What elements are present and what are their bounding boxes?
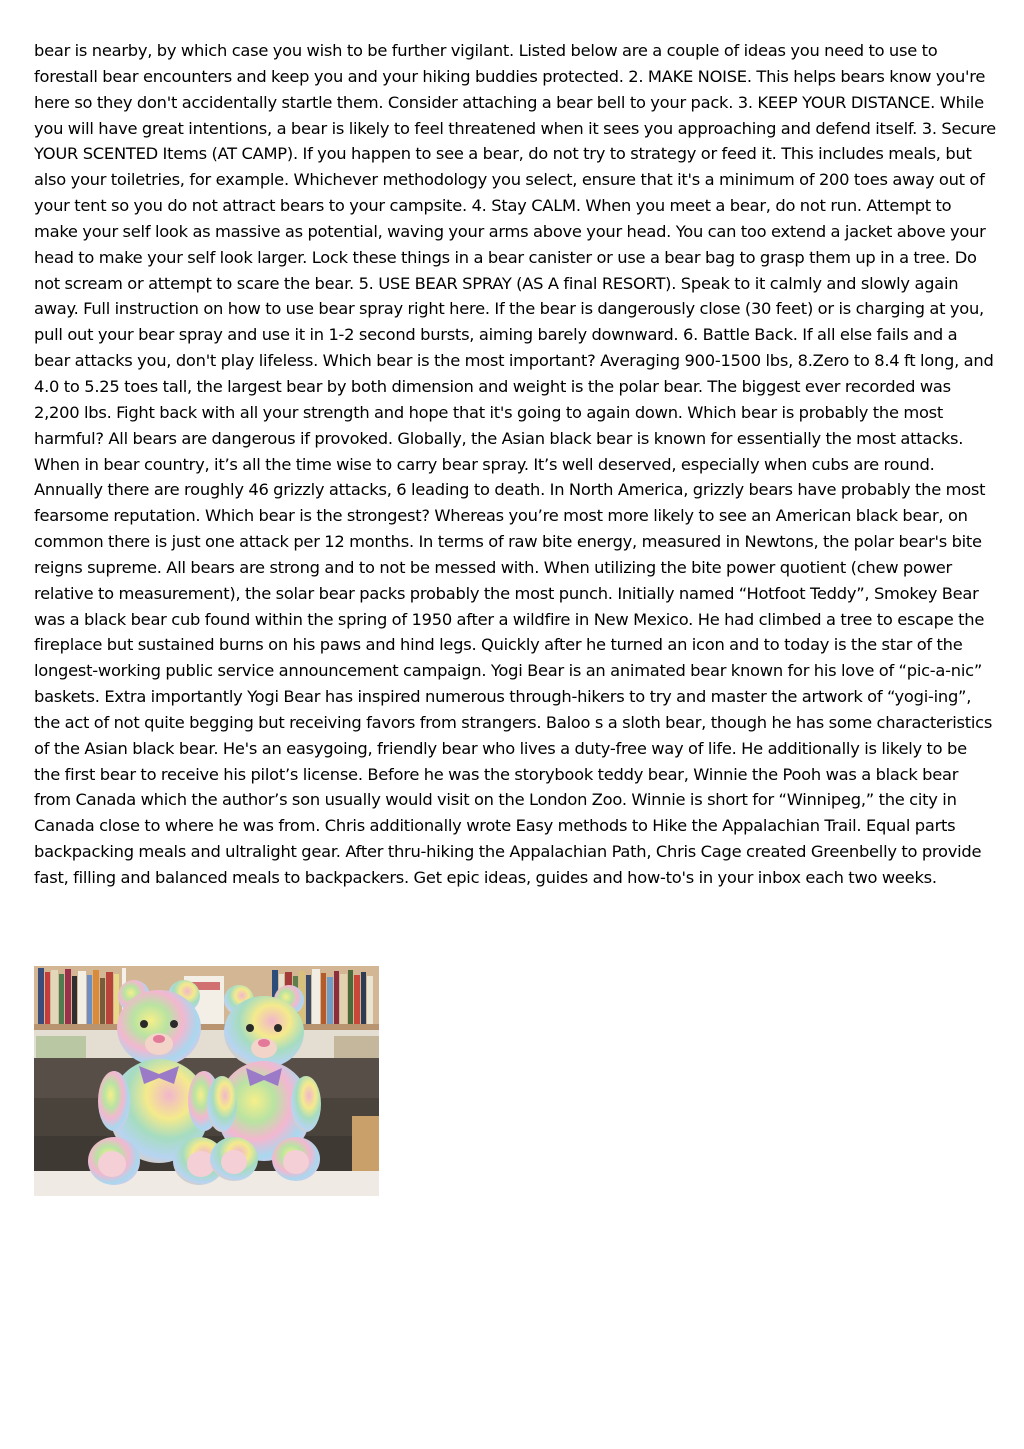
article-body-text: bear is nearby, by which case you wish to be further vigilant. Listed below are a couple of ideas you need to use to forestall bear encounters and keep you and your hiking buddies protected. 2. MAKE NOISE. This helps bears know you're here so they don't accidentally startle them. Consider attaching a bear bell to your pack. 3. KEEP YOUR DISTANCE. While you will have great intentions, a bear is likely to feel threatened when it sees you approaching and defend itself. 3. Secure YOUR SCENTED Items (AT CAMP). If you happen to see a bear, do not try to strategy or feed it. This includes meals, but also your toiletries, for example. Whichever methodology you select, ensure that it's a minimum of 200 toes away out of your tent so you do not attract bears to your campsite. 4. Stay CALM. When you meet a bear, do not run. Attempt to make your self look as massive as potential, waving your arms above your head. You can too extend a jacket above your head to make your self look larger. Lock these things in a bear canister or use a bear bag to grasp them up in a tree. Do not scream or attempt to scare the bear. 5. USE BEAR SPRAY (AS A final RESORT). Speak to it calmly and slowly again away. Full instruction on how to use bear spray right here. If the bear is dangerously close (30 feet) or is charging at you, pull out your bear spray and use it in 1-2 second bursts, aiming barely downward. 6. Battle Back. If all else fails and a bear attacks you, don't play lifeless. Which bear is the most important? Averaging 900-1500 lbs, 8.Zero to 8.4 ft long, and 4.0 to 5.25 toes tall, the largest bear by both dimension and weight is the polar bear. The biggest ever recorded was 2,200 lbs. Fight back with all your strength and hope that it's going to again down. Which bear is probably the most harmful? All bears are dangerous if provoked. Globally, the Asian black bear is known for essentially the most attacks. When in bear country, it’s all the time wise to carry bear spray. It’s well deserved, especially when cubs are round. Annually there are roughly 46 grizzly attacks, 6 leading to death. In North America, grizzly bears have probably the most fearsome reputation. Which bear is the strongest? Whereas you’re most more likely to see an American black bear, on common there is just one attack per 12 months. In terms of raw bite energy, measured in Newtons, the polar bear's bite reigns supreme. All bears are strong and to not be messed with. When utilizing the bite power quotient (chew power relative to measurement), the solar bear packs probably the most punch. Initially named “Hotfoot Teddy”, Smokey Bear was a black bear cub found within the spring of 1950 after a wildfire in New Mexico. He had climbed a tree to escape the fireplace but sustained burns on his paws and hind legs. Quickly after he turned an icon and to today is the star of the longest-working public service announcement campaign. Yogi Bear is an animated bear known for his love of “pic-a-nic” baskets. Extra importantly Yogi Bear has inspired numerous through-hikers to try and master the artwork of “yogi-ing”, the act of not quite begging but receiving favors from strangers. Baloo s a sloth bear, though he has some characteristics of the Asian black bear. He's an easygoing, friendly bear who lives a duty-free way of life. He additionally is likely to be the first bear to receive his pilot’s license. Before he was the storybook teddy bear, Winnie the Pooh was a black bear from Canada which the author’s son usually would visit on the London Zoo. Winnie is short for “Winnipeg,” the city in Canada close to where he was from. Chris additionally wrote Easy methods to Hike the Appalachian Trail. Equal parts backpacking meals and ultralight gear. After thru-hiking the Appalachian Path, Chris Cage created Greenbelly to provide fast, filling and balanced meals to backpackers. Get epic ideas, guides and how-to's in your inbox each two weeks. xyxy=(34,41,996,887)
teddy-bears-photo xyxy=(34,966,379,1196)
